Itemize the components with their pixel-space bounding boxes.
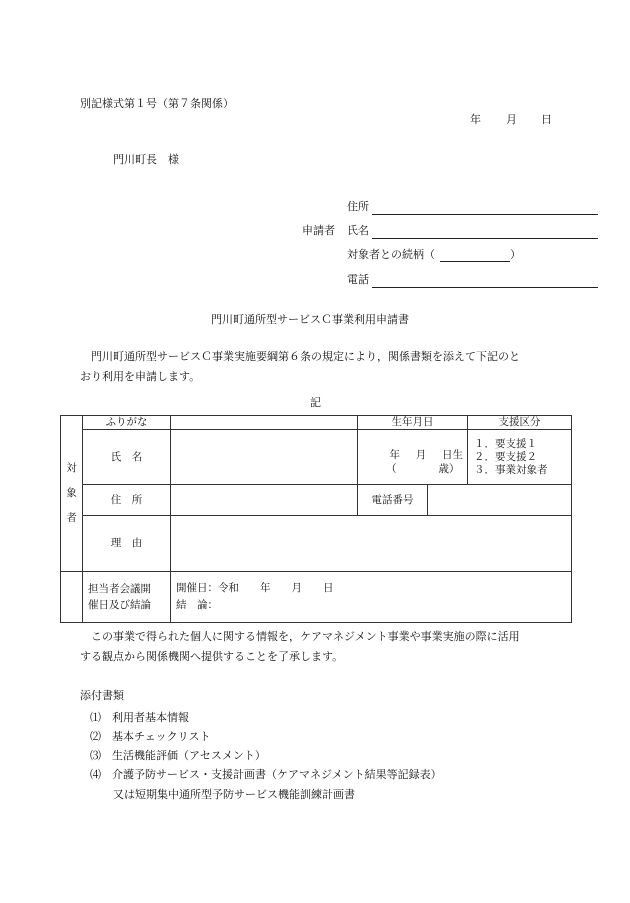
form-number: 別記様式第１号（第７条関係）: [80, 97, 234, 110]
attachment-item: ⑴ 利用者基本情報: [90, 711, 189, 724]
reason-field[interactable]: [171, 516, 572, 572]
attachments-heading: 添付書類: [80, 689, 124, 702]
birthdate-field[interactable]: [358, 430, 468, 485]
phone-field[interactable]: [428, 485, 572, 516]
birth-month-label: 月: [415, 449, 427, 461]
addressee: 門川町長 様: [113, 153, 179, 166]
support-option-1[interactable]: １．要支援１: [474, 438, 537, 450]
meeting-conclusion: 結 論：: [176, 599, 218, 611]
document-title: 門川町通所型サービスＣ事業利用申請書: [211, 313, 409, 326]
applicant-name-label: 氏名: [347, 224, 369, 237]
date-month-label: 月: [506, 113, 517, 126]
support-option-2[interactable]: ２．要支援２: [474, 451, 537, 463]
name-label: 氏 名: [83, 430, 171, 485]
furigana-field[interactable]: [171, 416, 358, 430]
support-options[interactable]: [468, 430, 572, 485]
reason-label: 理 由: [83, 516, 171, 572]
date-year-label: 年: [470, 113, 481, 126]
address-label: 住 所: [83, 485, 171, 516]
subject-label: 対 象 者: [61, 416, 83, 572]
support-header: 支援区分: [468, 416, 572, 430]
furigana-label: ふりがな: [83, 416, 171, 430]
relation-line[interactable]: [440, 261, 510, 262]
date-day-label: 日: [541, 113, 552, 126]
attachment-item-4-continued: 又は短期集中通所型予防サービス機能訓練計画書: [113, 788, 355, 801]
attachment-item: ⑷ 介護予防サービス・支援計画書（ケアマネジメント結果等記録表）: [90, 768, 442, 781]
applicant-address-line[interactable]: [372, 214, 598, 215]
birthdate-header: 生年月日: [358, 416, 468, 430]
applicant-address-label: 住所: [347, 200, 369, 213]
ki-mark: 記: [310, 396, 321, 409]
consent-line-2: する観点から関係機関へ提供することを了承します。: [80, 650, 344, 663]
consent-line-1: この事業で得られた個人に関する情報を，ケアマネジメント事業や事業実施の際に活用: [80, 630, 520, 643]
attachment-item: ⑶ 生活機能評価（アセスメント）: [90, 749, 266, 762]
birth-year-label: 年: [389, 449, 400, 461]
phone-label: 電話番号: [358, 485, 428, 516]
birth-day-label: 日生: [442, 449, 463, 461]
attachment-item: ⑵ 基本チェックリスト: [90, 730, 211, 743]
intro-line-1: 門川町通所型サービスＣ事業実施要綱第６条の規定により，関係書類を添えて下記のと: [80, 350, 520, 363]
subject-table: [60, 415, 572, 623]
applicant-label: 申請者: [302, 224, 335, 237]
name-field[interactable]: [171, 430, 358, 485]
support-option-3[interactable]: ３．事業対象者: [474, 464, 548, 476]
meeting-date: 開催日：令和 年 月 日: [176, 582, 334, 594]
relation-label: 対象者との続柄（: [347, 248, 435, 261]
applicant-phone-label: 電話: [347, 273, 369, 286]
meeting-label: 担当者会議開 催日及び結論: [83, 572, 171, 623]
age-open: （: [386, 463, 397, 475]
intro-line-2: おり利用を申請します。: [80, 370, 201, 383]
relation-close: ）: [510, 248, 521, 261]
applicant-name-line[interactable]: [372, 238, 598, 239]
address-field[interactable]: [171, 485, 358, 516]
age-close: 歳）: [438, 463, 460, 475]
meeting-field[interactable]: [171, 572, 572, 623]
applicant-phone-line[interactable]: [372, 287, 598, 288]
